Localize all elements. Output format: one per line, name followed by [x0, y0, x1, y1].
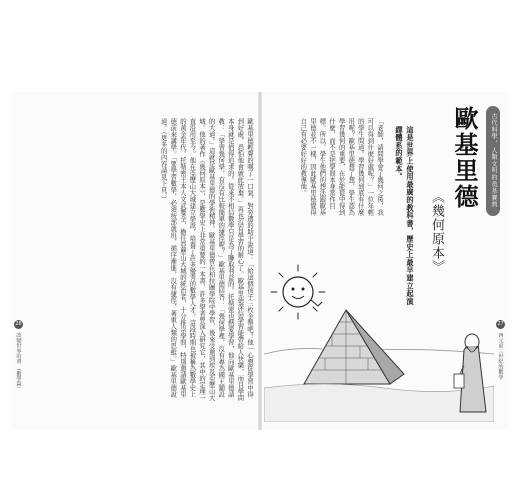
right-folio — [496, 320, 505, 420]
left-running-head: 改變世界的書 — [15, 332, 22, 364]
illustration — [264, 262, 494, 422]
book-spread — [12, 92, 508, 430]
sun-character-icon — [271, 265, 325, 319]
chapter-tab: 古代科學，人類文明的奠基寶典 — [486, 106, 500, 216]
left-page-number: 26 — [15, 321, 22, 327]
left-page — [12, 92, 260, 430]
page-description: 這是世界上使用最廣的教科書，歷史上最早建立起演繹體系的範本。 — [395, 126, 415, 306]
left-folio — [14, 320, 23, 420]
page-subtitle: 《幾何原本》 — [429, 190, 444, 274]
left-running-head-sub: （數學篇） — [15, 365, 22, 392]
page-title: 歐基里德 — [450, 106, 479, 210]
right-body-text: 「老師，請問學會了幾何之後，我可以得到什麼好處呢？」一位年輕的學生問道。學習幾何到底有什麼用呢？歐基里德想了想，學生認為學習幾何的重要，在於能從中得到什麼，而不是把學問本身當作目標。所以，學生他們的想法跟歐基里德並不一樣，因此歐基里德覺得自己有必要好好的教導他。 — [299, 118, 383, 216]
right-page — [260, 92, 508, 430]
right-running-head: 西元前三世紀的數學 — [497, 332, 504, 380]
pyramid-icon — [304, 310, 404, 384]
left-body-text: 歐基里德輕聲的嘆了一口氣，對旁邊的助手說道：「給這個孩子三枚金幣吧！他一心想從學習中得到好處，恐怕他會就此放棄。」再也沒有學習的耐心了。歐基里德深信學習能帶給人快樂，而且學問本身就是值得追求的。從來不相信數學只是為了賺取利益的。托勒密也熱愛學習，他向歐基里德請教：「學習幾何學，有沒有比較簡單的捷徑呢？」歐基里德回答：「幾何學裡，沒有專為國王鋪設的大道。」這就是歐基里德的學術精神。歐基里德曾在柏拉圖學院中學習，後來受邀到埃及亞歷山大城。他的著作《幾何原本》，是數學史上非常重要的一本書，許多學者曾深入研究它，其中的定理一直沿用至今。他在亞歷山大城建立學派，培養了許多優秀的數學人才，這段時期也被稱為數學史上的黃金年代。托勒密王本人文武雙全，擔任亞歷山大城的統治者，十分推崇學問，特別邀請歐基里德前來講學。「要學習數學，必須按部就班，循序漸進，沒有捷徑，著重人類的思維。」歐基里德說道。（更多的內容請見下頁。） — [159, 118, 253, 401]
right-page-number: 27 — [497, 321, 504, 327]
